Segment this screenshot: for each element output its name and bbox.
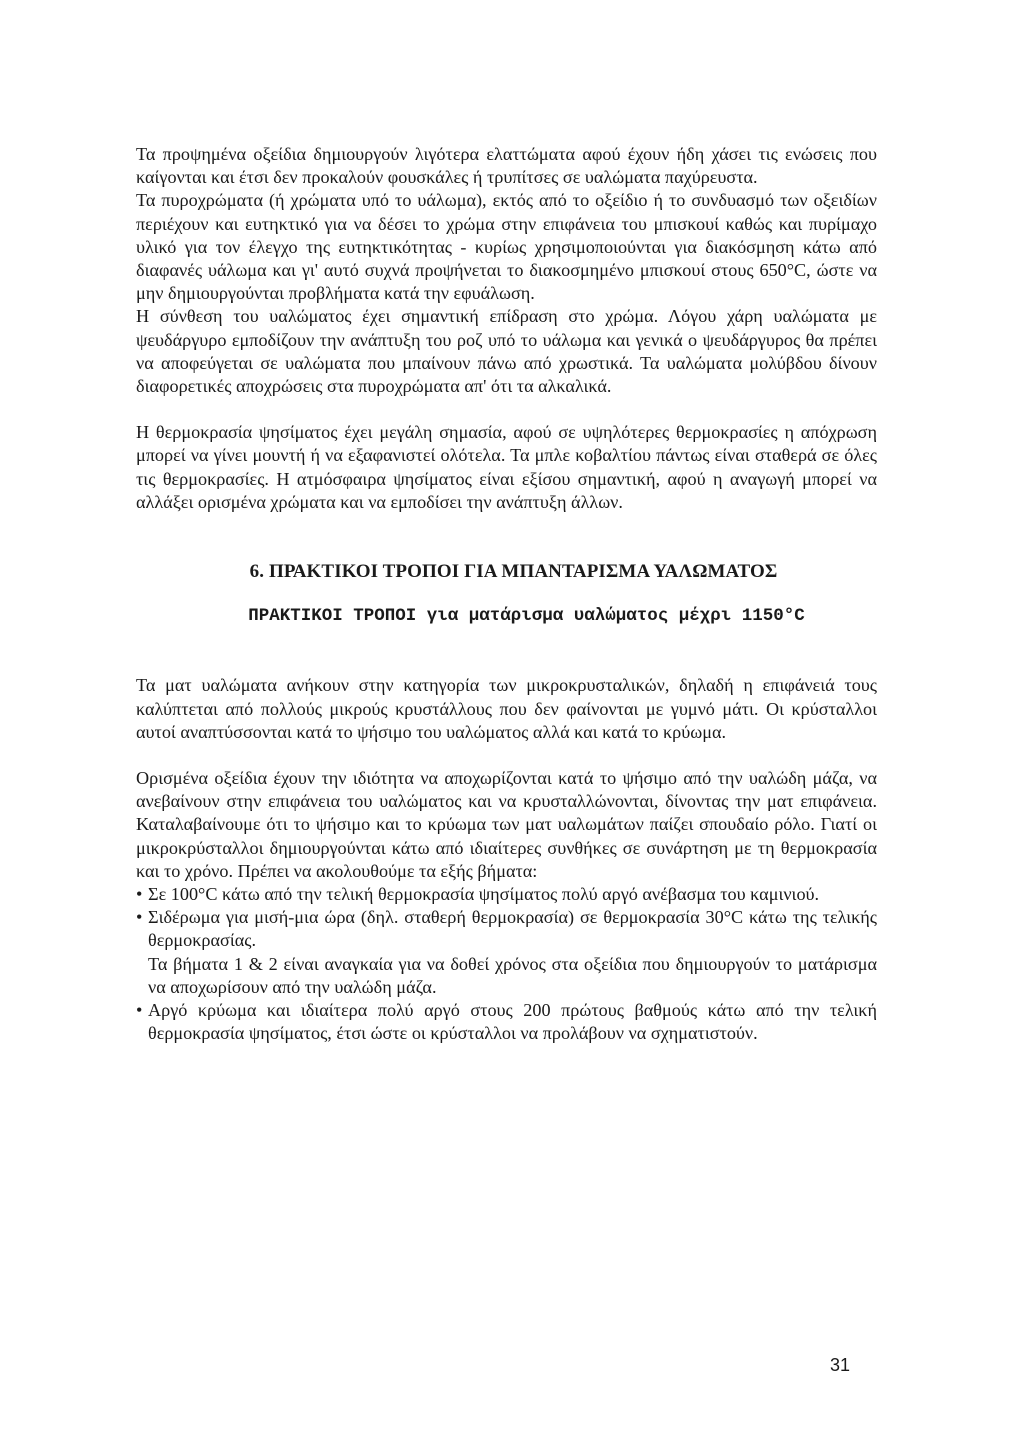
list-item	[136, 906, 877, 952]
bullet-icon: •	[136, 1000, 143, 1021]
list-item	[136, 883, 877, 906]
paragraph-firing-temperature: Η θερμοκρασία ψησίματος έχει μεγάλη σημασία, αφού σε υψηλότερες θερμοκρασίες η απόχρωση μπορεί να γίνει μουντή ή να εξαφανιστεί ολότελα. Τα μπλε κοβαλτίου πάντως είναι σταθερά σε όλες τις θερμοκρασίες. Η ατμόσφαιρα ψησίματος είναι εξίσου σημαντική, αφού η αναγωγή μπορεί να αλλάξει ορισμένα χρώματα και να εμποδίσει την ανάπτυξη άλλων.	[136, 422, 877, 512]
paragraph-underglaze-colors: Τα πυροχρώματα (ή χρώματα υπό το υάλωμα), εκτός από το οξείδιο ή το συνδυασμό των οξειδίων περιέχουν και ευτηκτικό για να δέσει το χρώμα στην επιφάνεια του μπισκουί καθώς και πυρίμαχο υλικό για τον έλεγχο της ευτηκτικότητας - κυρίως χρησιμοποιούνται για διακόσμηση κάτω από διαφανές υάλωμα και γι' αυτό συχνά προψήνεται το διακοσμημένο μπισκουί στους 650°C, ώστε να μην δημιουργούνται προβλήματα κατά την εφυάλωση.	[136, 190, 877, 304]
list-item-text: Αργό κρύωμα και ιδιαίτερα πολύ αργό στους 200 πρώτους βαθμούς κάτω από την τελική θερμοκρασία ψησίματος, έτσι ώστε οι κρύσταλλοι να προλάβουν να σχηματιστούν.	[148, 1000, 877, 1044]
paragraph-oxides-crystallize: Ορισμένα οξείδια έχουν την ιδιότητα να αποχωρίζονται κατά το ψήσιμο από την υαλώδη μάζα, να ανεβαίνουν στην επιφάνεια του υαλώματος και να κρυσταλλώνονται, δίνοντας την ματ επιφάνεια. Καταλαβαίνουμε ότι το ψήσιμο και το κρύωμα των ματ υαλωμάτων παίζει σπουδαίο ρόλο. Γιατί οι μικροκρύσταλλοι δημιουργούνται κάτω από ιδιαίτερες συνθήκες σε συνάρτηση με τη θερμοκρασία και το χρόνο. Πρέπει να ακολουθούμε τα εξής βήματα:	[136, 768, 877, 881]
paragraph-preheated-oxides: Τα προψημένα οξείδια δημιουργούν λιγότερα ελαττώματα αφού έχουν ήδη χάσει τις ενώσεις που καίγονται και έτσι δεν προκαλούν φουσκάλες ή τρυπίτσες σε υαλώματα παχύρευστα.	[136, 144, 877, 188]
steps-note: Τα βήματα 1 & 2 είναι αναγκαία για να δοθεί χρόνος στα οξείδια που δημιουργούν το ματάρισμα να αποχωρίσουν από την υαλώδη μάζα.	[148, 953, 877, 997]
spacer	[136, 628, 877, 674]
paragraph-glaze-composition: Η σύνθεση του υαλώματος έχει σημαντική επίδραση στο χρώμα. Λόγου χάρη υαλώματα με ψευδάργυρο εμποδίζουν την ανάπτυξη του ροζ υπό το υάλωμα και γενικά ο ψευδάργυρος θα πρέπει να αποφεύγεται σε υαλώματα που μπαίνουν πάνω από χρωστικά. Τα υαλώματα μολύβδου δίνουν διαφορετικές αποχρώσεις στα πυροχρώματα απ' ότι τα αλκαλικά.	[136, 306, 877, 397]
spacer	[136, 514, 877, 560]
list-item-text: Σε 100°C κάτω από την τελική θερμοκρασία ψησίματος πολύ αργό ανέβασμα του καμινιού.	[148, 884, 820, 905]
steps-list	[136, 883, 877, 953]
list-item-text: Σιδέρωμα για μισή-μια ώρα (δηλ. σταθερή θερμοκρασία) σε θερμοκρασία 30°C κάτω της τελικής θερμοκρασίας.	[148, 907, 877, 951]
paragraph-matte-glazes: Τα ματ υαλώματα ανήκουν στην κατηγορία των μικροκρυσταλικών, δηλαδή η επιφάνειά τους καλύπτεται από πολλούς μικρούς κρυστάλλους που δεν φαίνονται με γυμνό μάτι. Οι κρύσταλλοι αυτοί αναπτύσσονται κατά το ψήσιμο του υαλώματος αλλά και κατά το κρύωμα.	[136, 675, 877, 742]
spacer	[136, 398, 877, 421]
list-item	[136, 999, 877, 1045]
sub-heading: ΠΡΑΚΤΙΚΟΙ ΤΡΟΠΟΙ για ματάρισμα υαλώματος μέχρι 1150°C	[248, 606, 805, 627]
steps-list-continued	[136, 999, 877, 1045]
section-heading: 6. ΠΡΑΚΤΙΚΟΙ ΤΡΟΠΟΙ ΓΙΑ ΜΠΑΝΤΑΡΙΣΜΑ ΥΑΛΩΜΑΤΟΣ	[249, 561, 778, 583]
page-content	[136, 143, 877, 1046]
bullet-icon: •	[136, 907, 143, 928]
spacer	[136, 744, 877, 767]
bullet-icon: •	[136, 884, 143, 905]
page-number: 31	[830, 1355, 851, 1375]
